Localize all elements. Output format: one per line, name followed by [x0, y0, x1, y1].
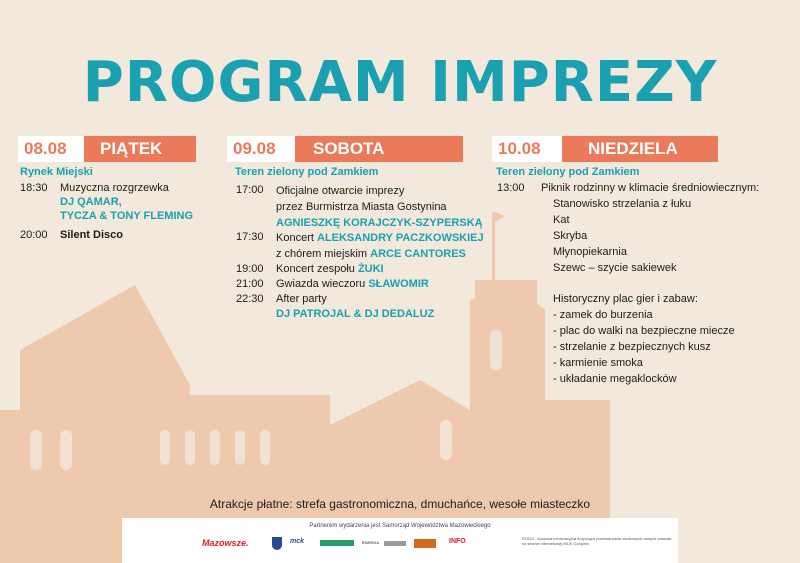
performer-name: ARCE CANTORES — [370, 248, 466, 260]
performer-name: ALEKSANDRY PACZKOWSKIEJ — [316, 232, 484, 244]
event-row — [20, 181, 210, 223]
list-item: - zamek do burzenia — [553, 309, 653, 321]
mck-logo: mck — [290, 538, 305, 545]
event-time: 17:30 — [236, 231, 264, 243]
performer-name: AGNIESZKĘ KORAJCZYK-SZYPERSKĄ — [276, 217, 483, 229]
event-time: 19:00 — [236, 263, 264, 275]
event-title: Muzyczna rozgrzewka — [60, 182, 169, 194]
list-item: Młynopiekarnia — [553, 246, 627, 258]
partner-logo — [320, 540, 354, 546]
castle-flag — [495, 212, 505, 222]
day-date: 10.08 — [492, 136, 562, 162]
event-title: After party — [276, 293, 327, 305]
event-title: Koncert — [276, 232, 314, 244]
event-title: Piknik rodzinny w klimacie średniowiecznym: — [541, 182, 760, 194]
castle-left-wing — [0, 410, 20, 563]
event-row — [236, 230, 486, 262]
venue: Teren zielony pod Zamkiem — [235, 166, 379, 178]
info-logo: INFO — [449, 538, 466, 545]
castle-flagpole — [492, 212, 495, 282]
performer-name: DJ PATROJAL & DJ DEDALUZ — [276, 308, 435, 320]
day-date: 09.08 — [227, 136, 295, 162]
list-item: - plac do walki na bezpieczne miecze — [553, 325, 735, 337]
performer-name: TYCZA & TONY FLEMING — [60, 210, 194, 222]
list-item: - karmienie smoka — [553, 357, 643, 369]
sponsor-caption: Partnerem wydarzenia jest Samorząd Województwa Mazowieckiego — [309, 523, 491, 529]
list-item: - strzelanie z bezpiecznych kusz — [553, 341, 711, 353]
coat-of-arms-icon — [272, 537, 282, 550]
list-item: - układanie megaklocków — [553, 373, 677, 385]
event-row — [236, 183, 486, 229]
event-title: Silent Disco — [60, 229, 123, 241]
day-date: 08.08 — [18, 136, 84, 162]
event-row — [236, 262, 486, 276]
event-time: 20:00 — [20, 229, 48, 241]
event-title: Koncert zespołu — [276, 263, 355, 275]
day-header-sunday — [492, 136, 718, 162]
list-item: Kat — [553, 214, 570, 226]
event-row — [236, 277, 486, 291]
event-title: Gwiazda wieczoru — [276, 278, 366, 290]
event-time: 21:00 — [236, 278, 264, 290]
event-time: 22:30 — [236, 293, 264, 305]
event-time: 17:00 — [236, 184, 264, 196]
event-row — [236, 292, 486, 322]
venue: Teren zielony pod Zamkiem — [496, 166, 640, 178]
page-title: PROGRAM IMPREZY — [82, 50, 718, 115]
performer-name: SŁAWOMIR — [368, 278, 429, 290]
event-time: 13:00 — [497, 182, 525, 194]
energa-logo: ENERGA — [362, 540, 380, 545]
venue: Rynek Miejski — [20, 166, 93, 178]
list-item: Skryba — [553, 230, 588, 242]
sponsor-strip — [122, 518, 678, 563]
rodo-note: RODO - klauzula informacyjna dotycząca przetwarzania osobowych danych zawarta na stronie internetowej MCK Gostynin — [522, 536, 672, 546]
partner-logo — [384, 541, 406, 546]
event-subtitle: z chórem miejskim — [276, 248, 368, 260]
day-name: NIEDZIELA — [588, 139, 678, 158]
performer-name: DJ QAMAR, — [60, 196, 122, 208]
event-title: Oficjalne otwarcie imprezy — [276, 185, 405, 197]
event-row — [20, 228, 210, 242]
list-item: Szewc – szycie sakiewek — [553, 262, 677, 274]
event-time: 18:30 — [20, 182, 48, 194]
partner-logo — [414, 539, 436, 548]
day-header-friday — [18, 136, 196, 162]
paid-attractions-note: Atrakcje płatne: strefa gastronomiczna, dmuchańce, wesołe miasteczko — [209, 497, 591, 511]
day-header-saturday — [227, 136, 463, 162]
day-name: PIĄTEK — [100, 139, 163, 158]
event-subtitle: przez Burmistrza Miasta Gostynina — [276, 201, 447, 213]
day-name: SOBOTA — [313, 139, 385, 158]
list-item: Stanowisko strzelania z łuku — [553, 198, 692, 210]
performer-name: ŻUKI — [357, 263, 384, 275]
playground-heading: Historyczny plac gier i zabaw: — [553, 293, 698, 305]
mazowsze-logo: Mazowsze. — [202, 538, 249, 548]
